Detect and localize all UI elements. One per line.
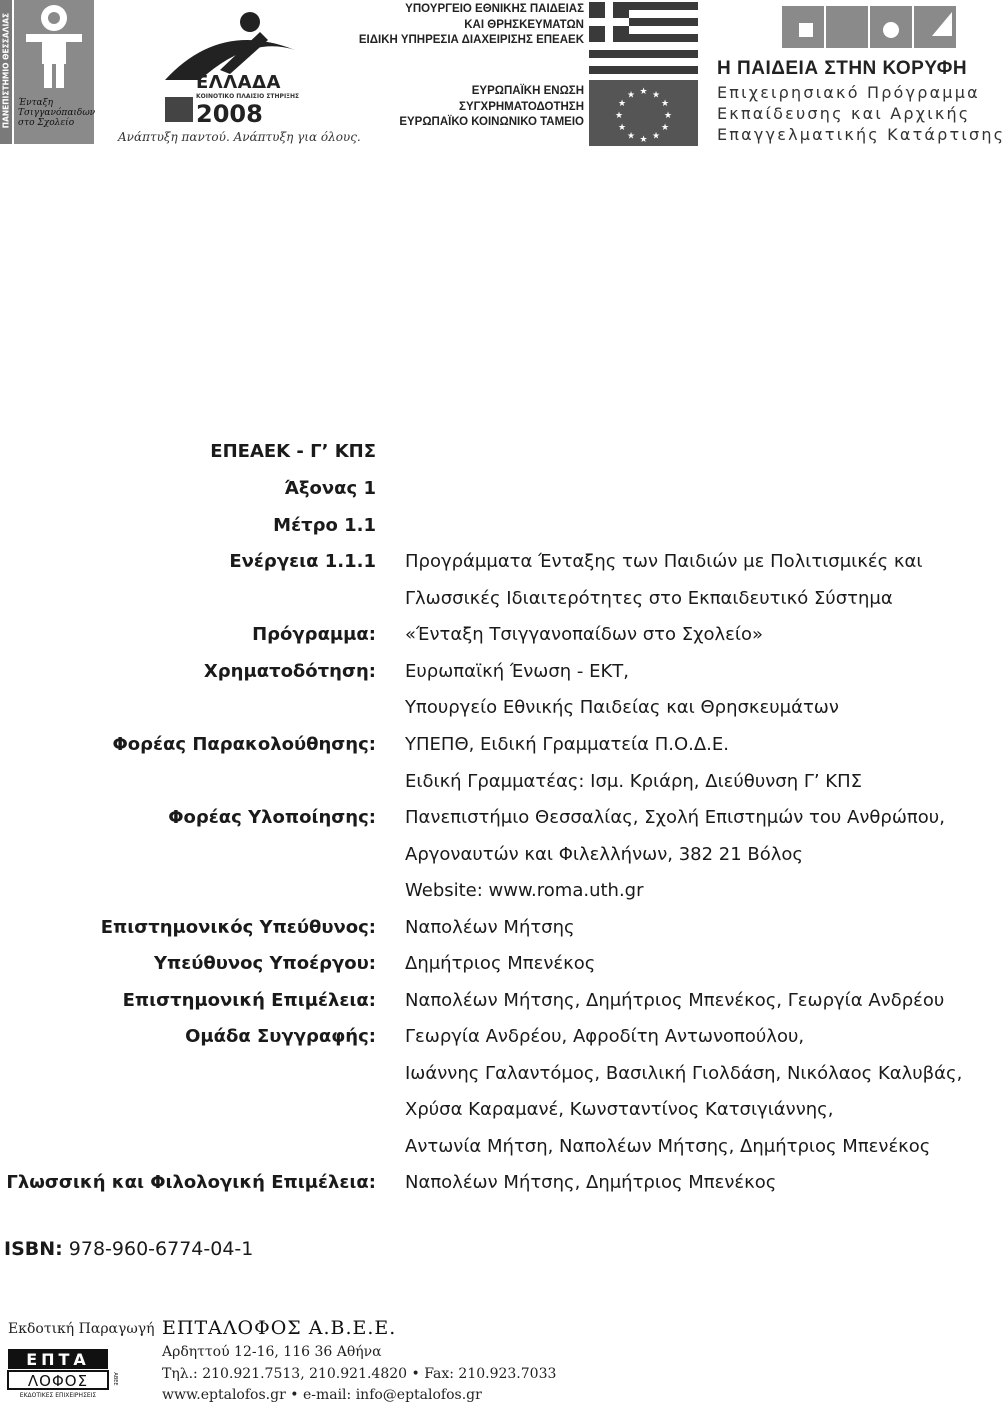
tsiganopaidon-logo-text: Ένταξη Τσιγγανόπαιδων στο Σχολείο xyxy=(18,98,96,128)
credits-value-funding-1: Ευρωπαϊκή Ένωση - ΕΚΤ, xyxy=(405,661,630,682)
credits-label-implementation: Φορέας Υλοποίησης: xyxy=(168,807,376,828)
isbn-label: ISBN: xyxy=(4,1238,63,1260)
credits-value-scientific-lead: Ναπολέων Μήτσης xyxy=(405,917,575,938)
publisher-address: Αρδηττού 12-16, 116 36 Αθήνα xyxy=(162,1344,382,1360)
greek-mini-flag-icon xyxy=(165,97,193,122)
program-squares-logo-icon xyxy=(782,6,957,48)
program-logo-subtitle: Επιχειρησιακό Πρόγραμμα Εκπαίδευσης και Αρχικής Επαγγελματικής Κατάρτισης xyxy=(717,83,1005,144)
svg-text:★: ★ xyxy=(626,90,636,101)
svg-text:★: ★ xyxy=(660,123,670,133)
credits-label-monitoring: Φορέας Παρακολούθησης: xyxy=(112,734,376,755)
credits-label-scientific-lead: Επιστημονικός Υπεύθυνος: xyxy=(100,917,376,938)
credits-heading-measure: Μέτρο 1.1 xyxy=(273,515,376,536)
svg-text:★: ★ xyxy=(626,131,636,142)
svg-text:★: ★ xyxy=(651,90,661,101)
eu-cofunding-text: ΕΥΡΩΠΑΪΚΗ ΕΝΩΣΗ ΣΥΓΧΡΗΜΑΤΟΔΟΤΗΣΗ ΕΥΡΩΠΑΪΚΟ ΚΟΙΝΩΝΙΚΟ ΤΑΜΕΙΟ xyxy=(399,85,584,128)
eptalofos-logo-top: ΕΠΤΑ xyxy=(26,1350,90,1369)
university-vertical-label: ΠΑΝΕΠΙΣΤΗΜΙΟ ΘΕΣΣΑΛΙΑΣ xyxy=(0,0,12,144)
credits-label-subproject-lead: Υπεύθυνος Υποέργου: xyxy=(153,953,376,974)
credits-value-program: «Ένταξη Τσιγγανοπαίδων στο Σχολείο» xyxy=(405,624,764,645)
credits-value-authors-1: Γεωργία Ανδρέου, Αφροδίτη Αντωνοπούλου, xyxy=(405,1026,805,1047)
eptalofos-logo-side: ΑΒΕΕ xyxy=(112,1372,118,1386)
credits-value-action-2: Γλωσσικές Ιδιαιτερότητες στο Εκπαιδευτικό Σύστημα xyxy=(405,588,893,609)
credits-value-subproject-lead: Δημήτριος Μπενέκος xyxy=(405,953,596,974)
credits-label-scientific-editing: Επιστημονική Επιμέλεια: xyxy=(122,990,376,1011)
eptalofos-logo-bottom: ΛΟΦΟΣ xyxy=(27,1372,89,1390)
credits-label-program: Πρόγραμμα: xyxy=(252,624,376,645)
greek-flag-icon xyxy=(589,2,698,74)
credits-value-monitoring-1: ΥΠΕΠΘ, Ειδική Γραμματεία Π.Ο.Δ.Ε. xyxy=(405,734,729,755)
svg-text:★: ★ xyxy=(639,87,648,97)
svg-text:★: ★ xyxy=(663,111,673,121)
eu-flag-icon xyxy=(589,80,698,146)
credits-label-language-editing: Γλωσσική και Φιλολογική Επιμέλεια: xyxy=(6,1172,376,1193)
ministry-text: ΥΠΟΥΡΓΕΙΟ ΕΘΝΙΚΗΣ ΠΑΙΔΕΙΑΣ ΚΑΙ ΘΡΗΣΚΕΥΜΑΤΩΝ ΕΙΔΙΚΗ ΥΠΗΡΕΣΙΑ ΔΙΑΧΕΙΡΙΣΗΣ ΕΠΕΑΕΚ xyxy=(358,3,584,46)
publisher-contact xyxy=(162,1342,556,1407)
child-figure-icon xyxy=(14,0,94,96)
svg-text:★: ★ xyxy=(614,111,624,121)
credits-heading-axis: Άξονας 1 xyxy=(284,478,376,499)
credits-value-authors-2: Ιωάννης Γαλαντόμος, Βασιλική Γιολδάση, Νικόλαος Καλυβάς, xyxy=(405,1063,963,1084)
eptalofos-logo xyxy=(8,1347,118,1399)
publisher-web-line: www.eptalofos.gr • e-mail: info@eptalofos.gr xyxy=(162,1387,482,1403)
credits-value-implementation-2: Αργοναυτών και Φιλελλήνων, 382 21 Βόλος xyxy=(405,844,803,865)
credits-heading-epeaek: ΕΠΕΑΕΚ - Γ’ ΚΠΣ xyxy=(210,441,376,462)
publisher-phones-line: Τηλ.: 210.921.7513, 210.921.4820 • Fax: 210.923.7033 xyxy=(162,1365,557,1382)
hellas-logo-slogan: Ανάπτυξη παντού. Ανάπτυξη για όλους. xyxy=(118,130,361,144)
isbn-line xyxy=(4,1238,253,1260)
credits-value-implementation-1: Πανεπιστήμιο Θεσσαλίας, Σχολή Επιστημών του Ανθρώπου, xyxy=(405,807,945,828)
credits-label-funding: Χρηματοδότηση: xyxy=(203,661,376,682)
eptalofos-logo-caption: ΕΚΔΟΤΙΚΕΣ ΕΠΙΧΕΙΡΗΣΕΙΣ xyxy=(19,1392,97,1399)
credits-value-action-1: Προγράμματα Ένταξης των Παιδιών με Πολιτισμικές και xyxy=(405,551,923,572)
publisher-name: ΕΠΤΑΛΟΦΟΣ Α.Β.Ε.Ε. xyxy=(162,1317,397,1339)
publisher-label: Εκδοτική Παραγωγή xyxy=(8,1321,155,1337)
credits-value-scientific-editing: Ναπολέων Μήτσης, Δημήτριος Μπενέκος, Γεωργία Ανδρέου xyxy=(405,990,945,1011)
credits-value-website: Website: www.roma.uth.gr xyxy=(405,880,644,901)
credits-value-authors-4: Αντωνία Μήτση, Ναπολέων Μήτσης, Δημήτριος Μπενέκος xyxy=(405,1136,931,1157)
credits-label-authors: Ομάδα Συγγραφής: xyxy=(185,1026,376,1047)
isbn-value: 978-960-6774-04-1 xyxy=(68,1238,254,1260)
svg-text:★: ★ xyxy=(617,123,627,133)
svg-text:★: ★ xyxy=(617,99,627,109)
credits-value-language-editing: Ναπολέων Μήτσης, Δημήτριος Μπενέκος xyxy=(405,1172,777,1193)
svg-text:★: ★ xyxy=(651,131,661,142)
hellas-logo-word: ΕΛΛΑΔΑ xyxy=(196,72,281,93)
credits-label-action: Ενέργεια 1.1.1 xyxy=(229,551,376,572)
credits-value-funding-2: Υπουργείο Εθνικής Παιδείας και Θρησκευμάτων xyxy=(405,697,839,718)
hellas-logo-year: 2008 xyxy=(196,100,263,128)
credits-value-authors-3: Χρύσα Καραμανέ, Κωνσταντίνος Κατσιγιάννης, xyxy=(405,1099,834,1120)
credits-value-monitoring-2: Ειδική Γραμματέας: Ισμ. Κριάρη, Διεύθυνση Γ’ ΚΠΣ xyxy=(405,771,863,792)
svg-text:★: ★ xyxy=(660,99,670,109)
hellas-logo-subtitle: ΚΟΙΝΟΤΙΚΟ ΠΛΑΙΣΙΟ ΣΤΗΡΙΞΗΣ xyxy=(196,93,300,100)
program-logo-title: Η ΠΑΙΔΕΙΑ ΣΤΗΝ ΚΟΡΥΦΗ xyxy=(717,58,968,79)
svg-text:★: ★ xyxy=(639,135,648,145)
